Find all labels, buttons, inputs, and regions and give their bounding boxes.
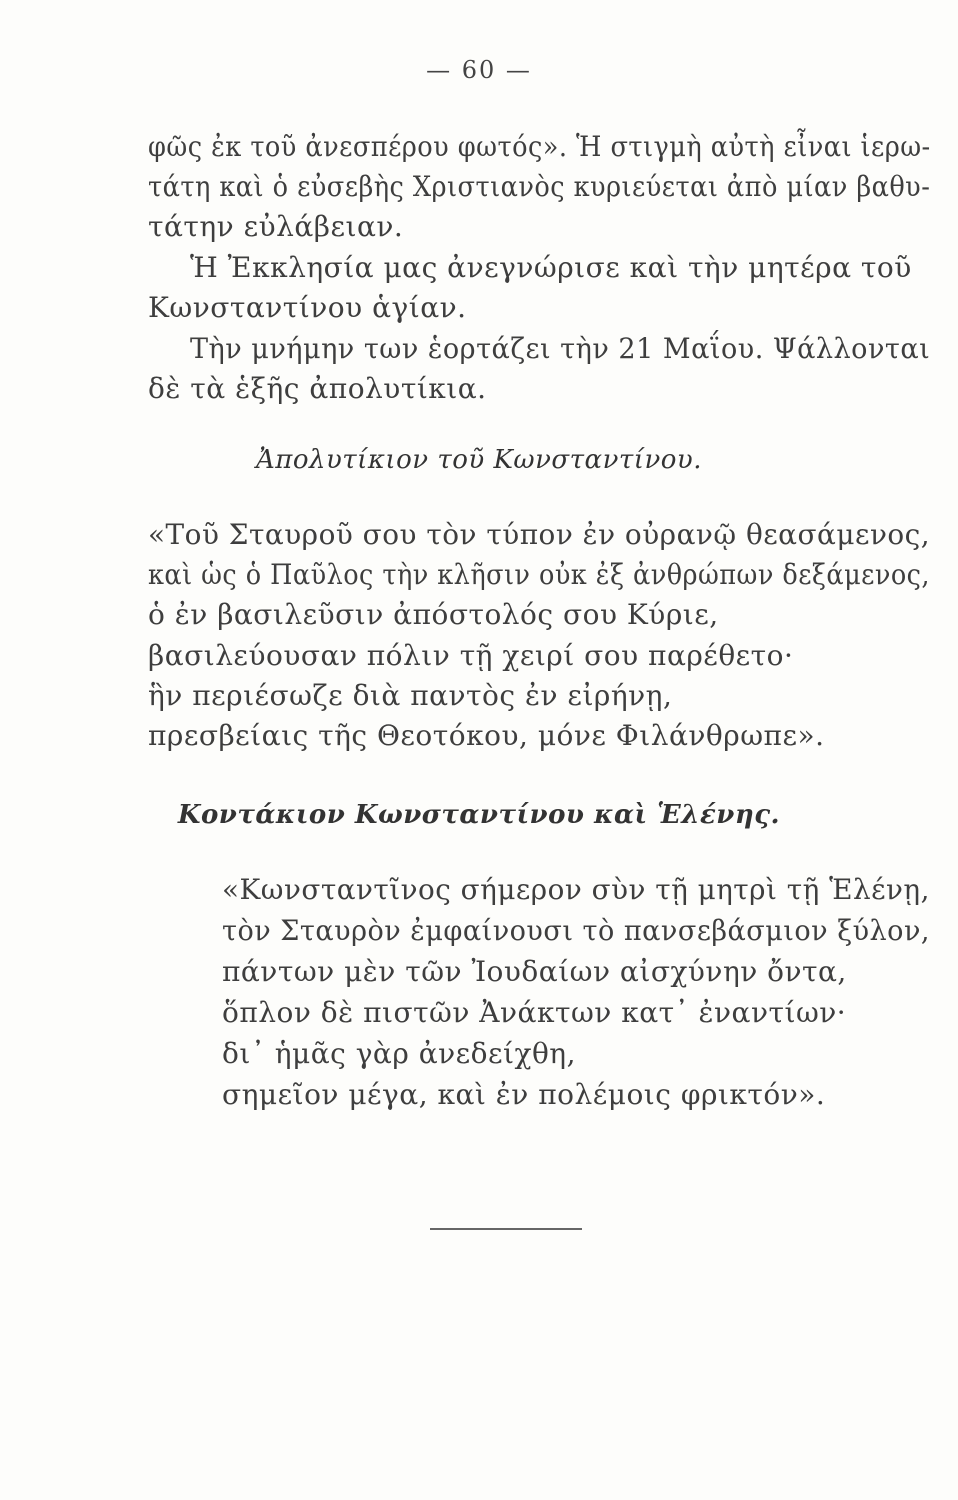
hymn-2-line-1: «Κωνσταντῖνος σήμερον σὺν τῇ μητρὶ τῇ Ἑλένῃ, bbox=[222, 873, 930, 906]
paragraph-1-line-2: τάτη καὶ ὁ εὐσεβὴς Χριστιανὸς κυριεύεται ἀπὸ μίαν βαθυ- bbox=[148, 170, 931, 203]
hymn-1-line-6: πρεσβείαις τῆς Θεοτόκου, μόνε Φιλάνθρωπε». bbox=[148, 719, 825, 752]
hymn-2-line-3: πάντων μὲν τῶν Ἰουδαίων αἰσχύνην ὄντα, bbox=[222, 955, 847, 988]
paragraph-3-line-2: δὲ τὰ ἑξῆς ἀπολυτίκια. bbox=[148, 372, 487, 405]
hymn-1-line-1: «Τοῦ Σταυροῦ σου τὸν τύπον ἐν οὐρανῷ θεασάμενος, bbox=[148, 518, 931, 551]
paragraph-1-line-3: τάτην εὐλάβειαν. bbox=[148, 210, 404, 243]
hymn-2-line-2: τὸν Σταυρὸν ἐμφαίνουσι τὸ πανσεβάσμιον ξύλον, bbox=[222, 914, 931, 947]
hymn-1-line-4: βασιλεύουσαν πόλιν τῇ χειρί σου παρέθετο· bbox=[148, 639, 794, 672]
hymn-1-line-3: ὁ ἐν βασιλεῦσιν ἀπόστολός σου Κύριε, bbox=[148, 598, 719, 631]
end-rule-divider bbox=[430, 1228, 582, 1230]
hymn-2-line-4: ὅπλον δὲ πιστῶν Ἀνάκτων κατ᾽ ἐναντίων· bbox=[222, 996, 847, 1029]
hymn-1-line-2: καὶ ὡς ὁ Παῦλος τὴν κλῆσιν οὐκ ἐξ ἀνθρώπων δεξάμενος, bbox=[148, 558, 930, 591]
hymn-2-line-6: σημεῖον μέγα, καὶ ἐν πολέμοις φρικτόν». bbox=[222, 1078, 826, 1111]
paragraph-2-line-1: Ἡ Ἐκκλησία μας ἀνεγνώρισε καὶ τὴν μητέρα τοῦ bbox=[190, 251, 912, 284]
apolytikion-heading: Ἀπολυτίκιον τοῦ Κωνσταντίνου. bbox=[256, 445, 702, 475]
page-number: — 60 — bbox=[426, 56, 532, 84]
kontakion-heading: Κοντάκιον Κωνσταντίνου καὶ Ἑλένης. bbox=[177, 800, 781, 830]
paragraph-1-line-1: φῶς ἐκ τοῦ ἀνεσπέρου φωτός». Ἡ στιγμὴ αὐτὴ εἶναι ἱερω- bbox=[148, 130, 931, 163]
hymn-2-line-5: δι᾽ ἡμᾶς γὰρ ἀνεδείχθη, bbox=[222, 1037, 576, 1070]
paragraph-2-line-2: Κωνσταντίνου ἁγίαν. bbox=[148, 291, 467, 324]
hymn-1-line-5: ἣν περιέσωζε διὰ παντὸς ἐν εἰρήνῃ, bbox=[148, 679, 673, 712]
paragraph-3-line-1: Τὴν μνήμην των ἑορτάζει τὴν 21 Μαΐου. Ψάλλονται bbox=[190, 332, 931, 365]
